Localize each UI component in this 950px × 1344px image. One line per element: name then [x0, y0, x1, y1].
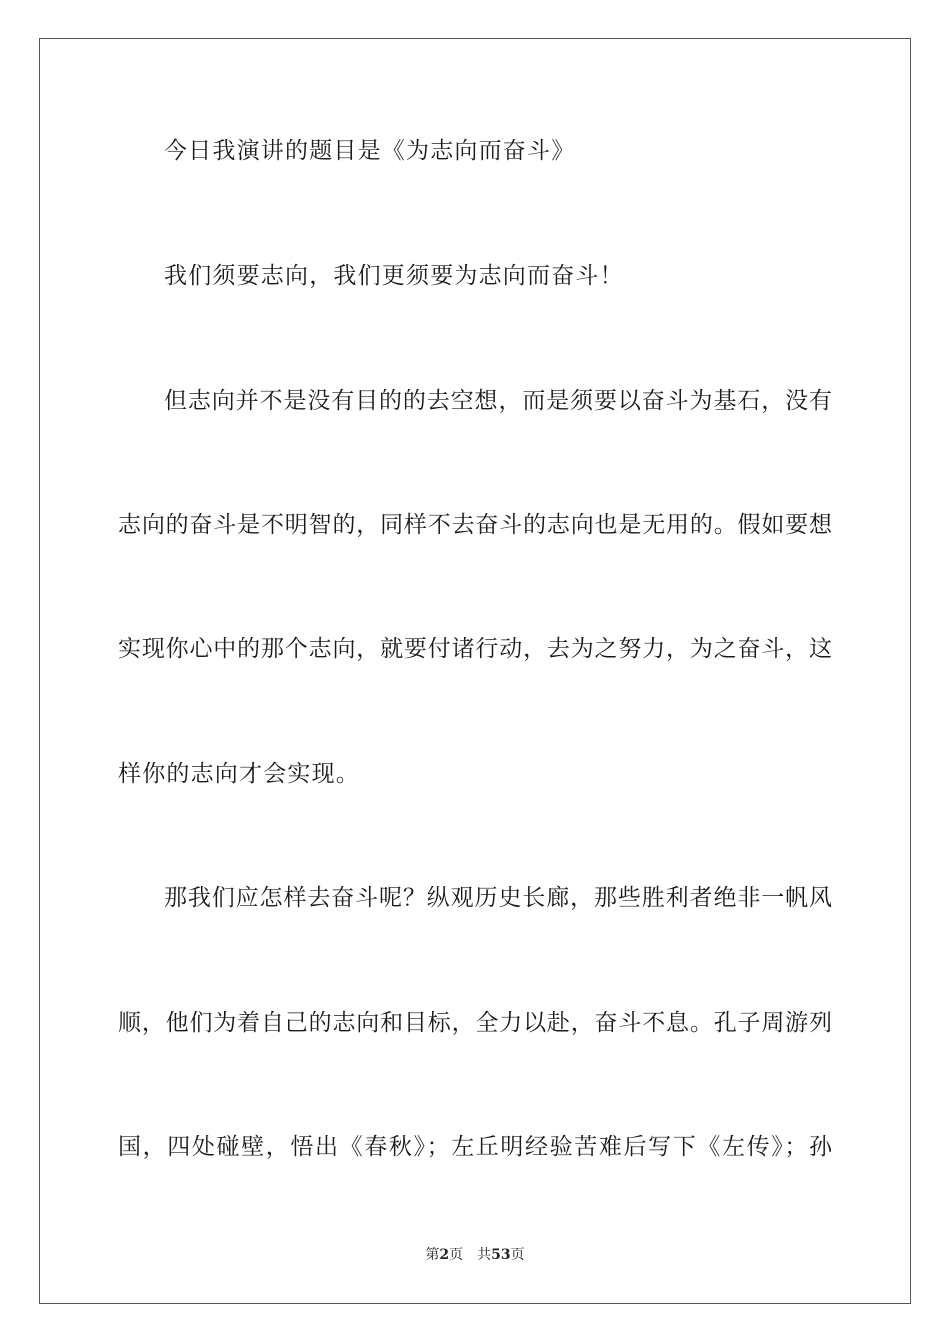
total-suffix: 页 — [510, 1247, 525, 1263]
paragraph-line: 志向的奋斗是不明智的，同样不去奋斗的志向也是无用的。假如要想 — [118, 512, 832, 538]
paragraph-line: 顺，他们为着自己的志向和目标，全力以赴，奋斗不息。孔子周游列 — [118, 1010, 832, 1036]
paragraph-line: 我们须要志向，我们更须要为志向而奋斗！ — [164, 263, 624, 289]
page-border — [39, 38, 911, 1304]
paragraph-line: 但志向并不是没有目的的去空想，而是须要以奋斗为基石，没有 — [164, 388, 832, 414]
page-number: 2 — [439, 1247, 450, 1263]
page-prefix: 第 — [425, 1247, 440, 1263]
paragraph-line: 今日我演讲的题目是《为志向而奋斗》 — [164, 138, 576, 164]
paragraph-line: 国，四处碰壁，悟出《春秋》；左丘明经验苦难后写下《左传》；孙 — [118, 1134, 832, 1160]
page-suffix: 页 — [449, 1247, 464, 1263]
paragraph-line: 实现你心中的那个志向，就要付诸行动，去为之努力，为之奋斗，这 — [118, 636, 832, 662]
total-prefix: 共 — [477, 1247, 492, 1263]
paragraph-line: 样你的志向才会实现。 — [118, 761, 360, 787]
page-footer — [0, 1246, 950, 1264]
total-pages: 53 — [491, 1247, 511, 1263]
paragraph-line: 那我们应怎样去奋斗呢？纵观历史长廊，那些胜利者绝非一帆风 — [164, 885, 832, 911]
